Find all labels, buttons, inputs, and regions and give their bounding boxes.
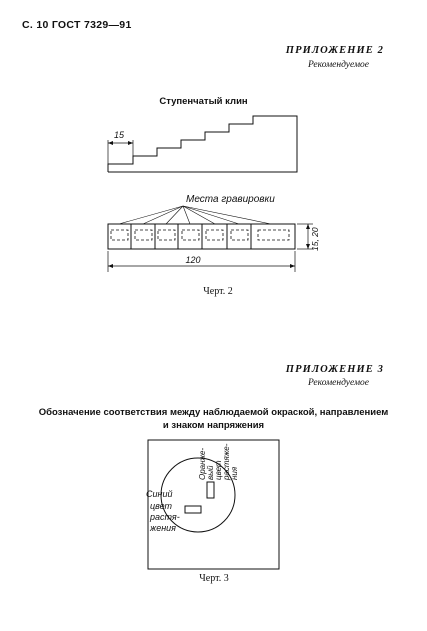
- label-color-line2: растя-: [150, 512, 180, 522]
- appendix-3-heading-line1: Обозначение соответствия между наблюдаемой окраской, направлением: [38, 407, 389, 418]
- vertical-marker: [207, 482, 214, 498]
- horizontal-marker: [185, 506, 201, 513]
- engraving-callout: Места гравировки: [186, 194, 275, 205]
- vertical-label-color-2: растяже-: [222, 443, 231, 480]
- appendix-3-title: ПРИЛОЖЕНИЕ 3: [285, 364, 384, 375]
- dimension-length-label: 120: [185, 255, 201, 265]
- wedge-figure-title: Ступенчатый клин: [159, 96, 248, 107]
- label-blue: Синий: [146, 489, 173, 499]
- figure-3-caption: Черт. 3: [199, 573, 229, 584]
- label-color-line1: цвет: [150, 501, 173, 511]
- dimension-height-label: 15, 20: [310, 227, 320, 251]
- page-header: С. 10 ГОСТ 7329—91: [22, 19, 132, 31]
- step-wedge-outline: [108, 116, 297, 172]
- appendix-3-heading-line2: и знаком напряжения: [162, 420, 265, 431]
- vertical-label-orange-1: Оранже-: [198, 447, 207, 480]
- appendix-2-subtitle: Рекомендуемое: [307, 60, 369, 70]
- dimension-step-label: 15: [114, 130, 125, 140]
- appendix-2-title: ПРИЛОЖЕНИЕ 2: [285, 45, 384, 56]
- vertical-label-color-3: ния: [230, 466, 239, 480]
- label-color-line3: жения: [150, 523, 176, 533]
- vertical-label-orange-2: вый: [206, 465, 215, 480]
- vertical-label-color-1: цвет: [214, 460, 223, 480]
- appendix-3-subtitle: Рекомендуемое: [307, 378, 369, 388]
- figure-2-caption: Черт. 2: [203, 286, 233, 297]
